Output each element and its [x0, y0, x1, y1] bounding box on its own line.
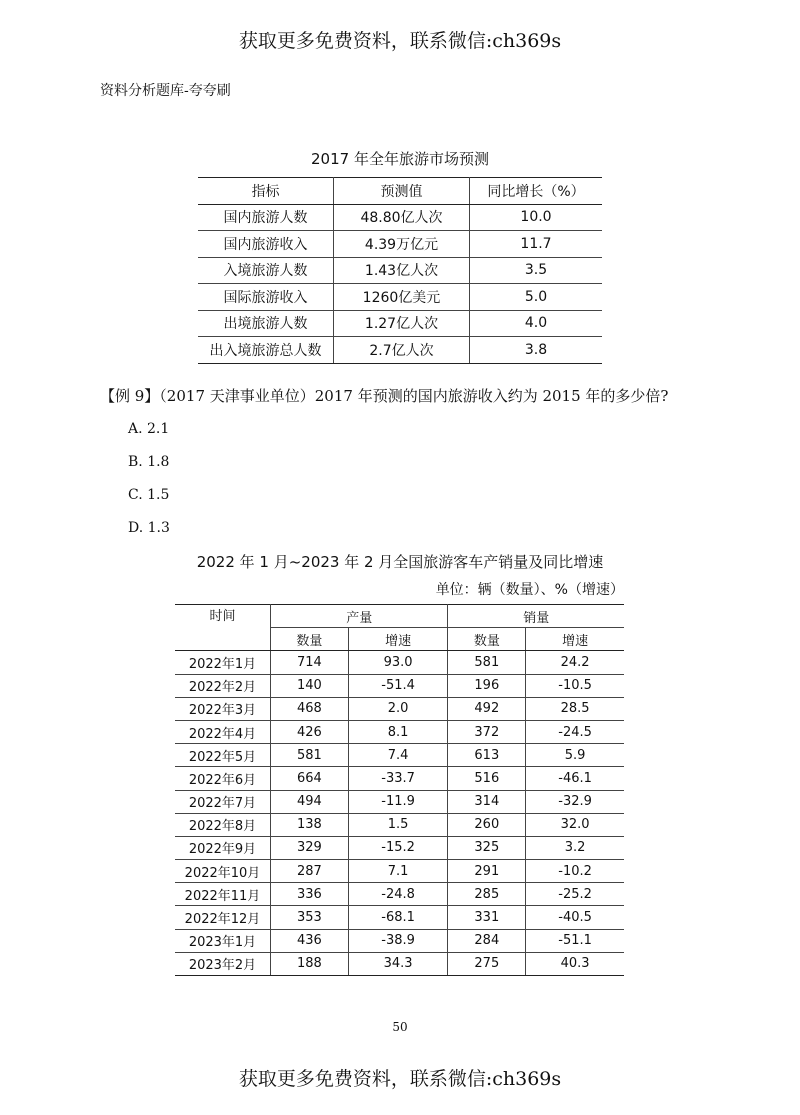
table-cell: 48.80亿人次 — [334, 204, 470, 231]
option-b: B. 1.8 — [128, 454, 170, 470]
table-cell: 2022年6月 — [175, 767, 271, 790]
table-cell: 2022年9月 — [175, 836, 271, 859]
table-cell: 11.7 — [470, 231, 603, 258]
table-cell: -51.1 — [526, 929, 624, 952]
table-cell: 2022年3月 — [175, 697, 271, 720]
table-cell: 2022年8月 — [175, 813, 271, 836]
table-cell: 372 — [448, 720, 526, 743]
table-cell: 285 — [448, 883, 526, 906]
header-banner: 获取更多免费资料，联系微信:ch369s — [238, 30, 562, 52]
table-cell: -15.2 — [348, 836, 448, 859]
table-cell: -24.8 — [348, 883, 448, 906]
table-cell: 40.3 — [526, 952, 624, 975]
tourism-forecast-table — [198, 177, 602, 364]
table-cell: 2023年2月 — [175, 952, 271, 975]
table-cell: 188 — [271, 952, 349, 975]
table-cell: -51.4 — [348, 674, 448, 697]
table2-header-production: 产量 — [271, 605, 448, 628]
option-a: A. 2.1 — [128, 421, 170, 437]
table2-header-row — [175, 605, 624, 628]
table-cell: 516 — [448, 767, 526, 790]
table-cell: 10.0 — [470, 204, 603, 231]
table-cell: 1260亿美元 — [334, 284, 470, 311]
table-cell: 325 — [448, 836, 526, 859]
table-cell: -10.2 — [526, 860, 624, 883]
table-cell: 93.0 — [348, 651, 448, 674]
question-text: 【例 9】（2017 天津事业单位）2017 年预测的国内旅游收入约为 2015 年的多少倍? — [100, 387, 669, 405]
table-cell: -32.9 — [526, 790, 624, 813]
table-row — [175, 790, 624, 813]
table-cell: -33.7 — [348, 767, 448, 790]
table-cell: -46.1 — [526, 767, 624, 790]
table-cell: -11.9 — [348, 790, 448, 813]
table2-subheader-cell: 增速 — [348, 628, 448, 651]
table2-header-sales: 销量 — [448, 605, 624, 628]
table-cell: 494 — [271, 790, 349, 813]
table-cell: 2023年1月 — [175, 929, 271, 952]
table-cell: 1.43亿人次 — [334, 257, 470, 284]
table-cell: 2022年7月 — [175, 790, 271, 813]
table-cell: 7.4 — [348, 744, 448, 767]
table-row — [175, 906, 624, 929]
table1-header-cell: 指标 — [198, 178, 334, 205]
table-cell: -38.9 — [348, 929, 448, 952]
table-cell: 32.0 — [526, 813, 624, 836]
footer-banner: 获取更多免费资料，联系微信:ch369s — [238, 1068, 562, 1090]
table-row — [175, 952, 624, 975]
table-cell: 出境旅游人数 — [198, 310, 334, 337]
table-cell: 1.5 — [348, 813, 448, 836]
table-cell: 260 — [448, 813, 526, 836]
table-cell: 国内旅游人数 — [198, 204, 334, 231]
table2-subheader-cell: 增速 — [526, 628, 624, 651]
table-cell: 34.3 — [348, 952, 448, 975]
table2-subheader-cell: 数量 — [271, 628, 349, 651]
table-cell: 5.9 — [526, 744, 624, 767]
table-row — [198, 337, 602, 364]
table-row — [175, 697, 624, 720]
table-row — [175, 674, 624, 697]
table-cell: 329 — [271, 836, 349, 859]
table-cell: 2022年5月 — [175, 744, 271, 767]
table-cell: 4.0 — [470, 310, 603, 337]
table-cell: 5.0 — [470, 284, 603, 311]
table1-header-row — [198, 178, 602, 205]
table-row — [198, 231, 602, 258]
table2-subheader-cell: 数量 — [448, 628, 526, 651]
table-cell: 714 — [271, 651, 349, 674]
table-row — [175, 860, 624, 883]
table-cell: 2022年11月 — [175, 883, 271, 906]
table1-title: 2017 年全年旅游市场预测 — [311, 150, 489, 168]
table-cell: 2022年4月 — [175, 720, 271, 743]
table-cell: 291 — [448, 860, 526, 883]
table-row — [198, 257, 602, 284]
table-cell: 275 — [448, 952, 526, 975]
table-cell: 国际旅游收入 — [198, 284, 334, 311]
table-cell: 336 — [271, 883, 349, 906]
table-row — [175, 744, 624, 767]
option-c: C. 1.5 — [128, 487, 170, 503]
table-cell: 138 — [271, 813, 349, 836]
table-row — [175, 720, 624, 743]
table-cell: 492 — [448, 697, 526, 720]
table-cell: 2022年12月 — [175, 906, 271, 929]
table-cell: 613 — [448, 744, 526, 767]
table-cell: 140 — [271, 674, 349, 697]
table2-header-time: 时间 — [175, 605, 271, 651]
table1-header-cell: 预测值 — [334, 178, 470, 205]
table-cell: 入境旅游人数 — [198, 257, 334, 284]
table2-title: 2022 年 1 月~2023 年 2 月全国旅游客车产销量及同比增速 — [196, 553, 604, 571]
table-cell: 2022年10月 — [175, 860, 271, 883]
table-cell: -68.1 — [348, 906, 448, 929]
table-cell: 2022年2月 — [175, 674, 271, 697]
table-cell: 436 — [271, 929, 349, 952]
table-row — [175, 767, 624, 790]
table-cell: 314 — [448, 790, 526, 813]
table-cell: 8.1 — [348, 720, 448, 743]
table-cell: 287 — [271, 860, 349, 883]
table1-header-cell: 同比增长（%） — [470, 178, 603, 205]
table-cell: 3.2 — [526, 836, 624, 859]
table-cell: 国内旅游收入 — [198, 231, 334, 258]
table-cell: 664 — [271, 767, 349, 790]
table-cell: 4.39万亿元 — [334, 231, 470, 258]
table-row — [175, 836, 624, 859]
table-cell: 581 — [448, 651, 526, 674]
table-row — [198, 310, 602, 337]
table-row — [175, 883, 624, 906]
table-cell: 284 — [448, 929, 526, 952]
table-cell: 2.0 — [348, 697, 448, 720]
table-cell: 468 — [271, 697, 349, 720]
table-row — [175, 651, 624, 674]
table-cell: 28.5 — [526, 697, 624, 720]
table-cell: 331 — [448, 906, 526, 929]
table-cell: -40.5 — [526, 906, 624, 929]
table-cell: 3.5 — [470, 257, 603, 284]
table-cell: 2022年1月 — [175, 651, 271, 674]
table-cell: 24.2 — [526, 651, 624, 674]
table-cell: -25.2 — [526, 883, 624, 906]
table-cell: 2.7亿人次 — [334, 337, 470, 364]
table-cell: 出入境旅游总人数 — [198, 337, 334, 364]
page-number: 50 — [392, 1020, 408, 1034]
table-cell: -10.5 — [526, 674, 624, 697]
table-row — [175, 929, 624, 952]
table-row — [198, 204, 602, 231]
table-row — [198, 284, 602, 311]
table-cell: 1.27亿人次 — [334, 310, 470, 337]
source-line: 资料分析题库-夸夸刷 — [100, 83, 231, 99]
table-row — [175, 813, 624, 836]
table-cell: -24.5 — [526, 720, 624, 743]
table-cell: 7.1 — [348, 860, 448, 883]
table-cell: 426 — [271, 720, 349, 743]
table-cell: 353 — [271, 906, 349, 929]
table2-unit: 单位：辆（数量）、%（增速） — [435, 582, 624, 598]
table-cell: 3.8 — [470, 337, 603, 364]
bus-production-sales-table — [175, 604, 624, 976]
table-cell: 196 — [448, 674, 526, 697]
table-cell: 581 — [271, 744, 349, 767]
option-d: D. 1.3 — [128, 520, 170, 536]
